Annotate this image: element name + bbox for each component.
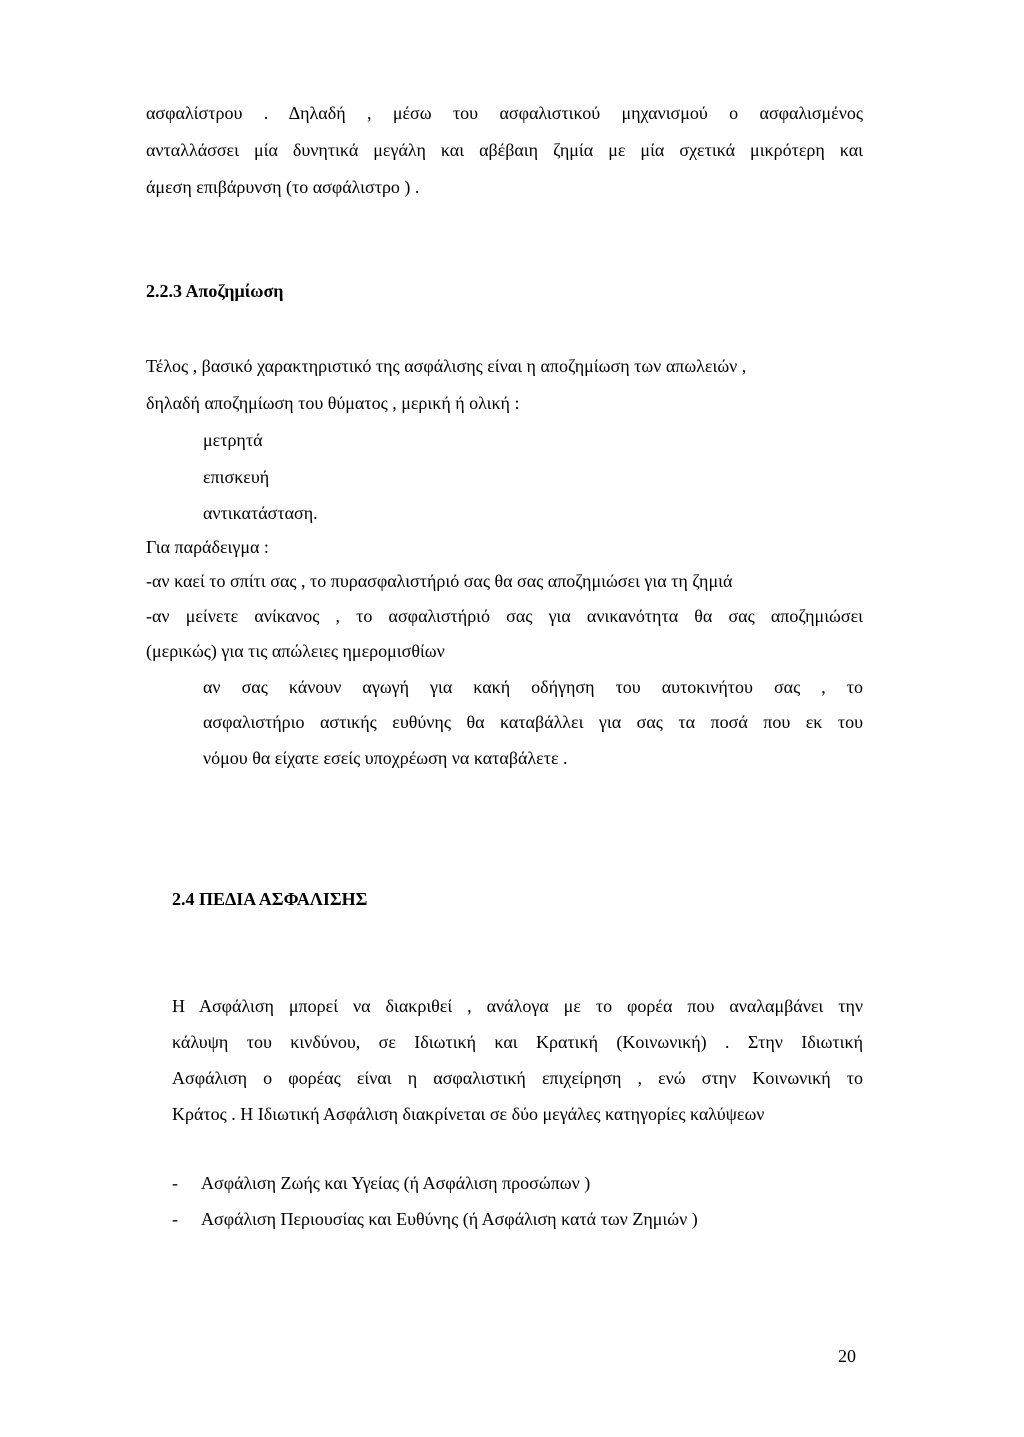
method-item: αντικατάσταση.: [203, 503, 318, 523]
page-number: 20: [838, 1346, 856, 1366]
section-24-paragraph-line-2: κάλυψη του κινδύνου, σε Ιδιωτική και Κρατική (Κοινωνική) . Στην Ιδιωτική: [172, 1032, 863, 1052]
section-223-paragraph-line-2: δηλαδή αποζημίωση του θύματος , μερική ή ολική :: [146, 393, 520, 413]
section-24-paragraph-line-3: Ασφάλιση ο φορέας είναι η ασφαλιστική επιχείρηση , ενώ στην Κοινωνική το: [172, 1068, 863, 1088]
example-1: -αν καεί το σπίτι σας , το πυρασφαλιστήριό σας θα σας αποζημιώσει για τη ζημιά: [146, 571, 733, 591]
intro-line-3: άμεση επιβάρυνση (το ασφάλιστρο ) .: [146, 177, 420, 197]
section-heading-2-2-3: 2.2.3 Αποζημίωση: [146, 281, 284, 301]
section-24-paragraph-line-1: Η Ασφάλιση μπορεί να διακριθεί , ανάλογα με το φορέα που αναλαμβάνει την: [172, 996, 863, 1016]
method-item: επισκευή: [203, 467, 270, 487]
example-2-line-1: -αν μείνετε ανίκανος , το ασφαλιστήριό σας για ανικανότητα θα σας αποζημιώσει: [146, 606, 863, 626]
example-3-line-2: ασφαλιστήριο αστικής ευθύνης θα καταβάλλει για σας τα ποσά που εκ του: [203, 712, 863, 732]
bullet-marker: -: [172, 1209, 178, 1229]
bullet-marker: -: [172, 1173, 178, 1193]
intro-line-2: ανταλλάσσει μία δυνητικά μεγάλη και αβέβαιη ζημία με μία σχετικά μικρότερη και: [146, 140, 863, 160]
bullet-item: Ασφάλιση Ζωής και Υγείας (ή Ασφάλιση προσώπων ): [201, 1173, 591, 1193]
example-3-line-1: αν σας κάνουν αγωγή για κακή οδήγηση του αυτοκινήτου σας , το: [203, 677, 863, 697]
example-3-line-3: νόμου θα είχατε εσείς υποχρέωση να καταβάλετε .: [203, 748, 568, 768]
section-24-paragraph-line-4: Κράτος . Η Ιδιωτική Ασφάλιση διακρίνεται σε δύο μεγάλες κατηγορίες καλύψεων: [172, 1104, 765, 1124]
intro-line-1: ασφαλίστρου . Δηλαδή , μέσω του ασφαλιστικού μηχανισμού ο ασφαλισμένος: [146, 103, 863, 123]
example-label: Για παράδειγμα :: [146, 537, 269, 557]
example-2-line-2: (μερικώς) για τις απώλειες ημερομισθίων: [146, 641, 445, 661]
section-223-paragraph-line-1: Τέλος , βασικό χαρακτηριστικό της ασφάλισης είναι η αποζημίωση των απωλειών ,: [146, 356, 747, 376]
section-heading-2-4: 2.4 ΠΕΔΙΑ ΑΣΦΑΛΙΣΗΣ: [172, 889, 368, 909]
bullet-item: Ασφάλιση Περιουσίας και Ευθύνης (ή Ασφάλιση κατά των Ζημιών ): [201, 1209, 698, 1229]
method-item: μετρητά: [203, 430, 263, 450]
